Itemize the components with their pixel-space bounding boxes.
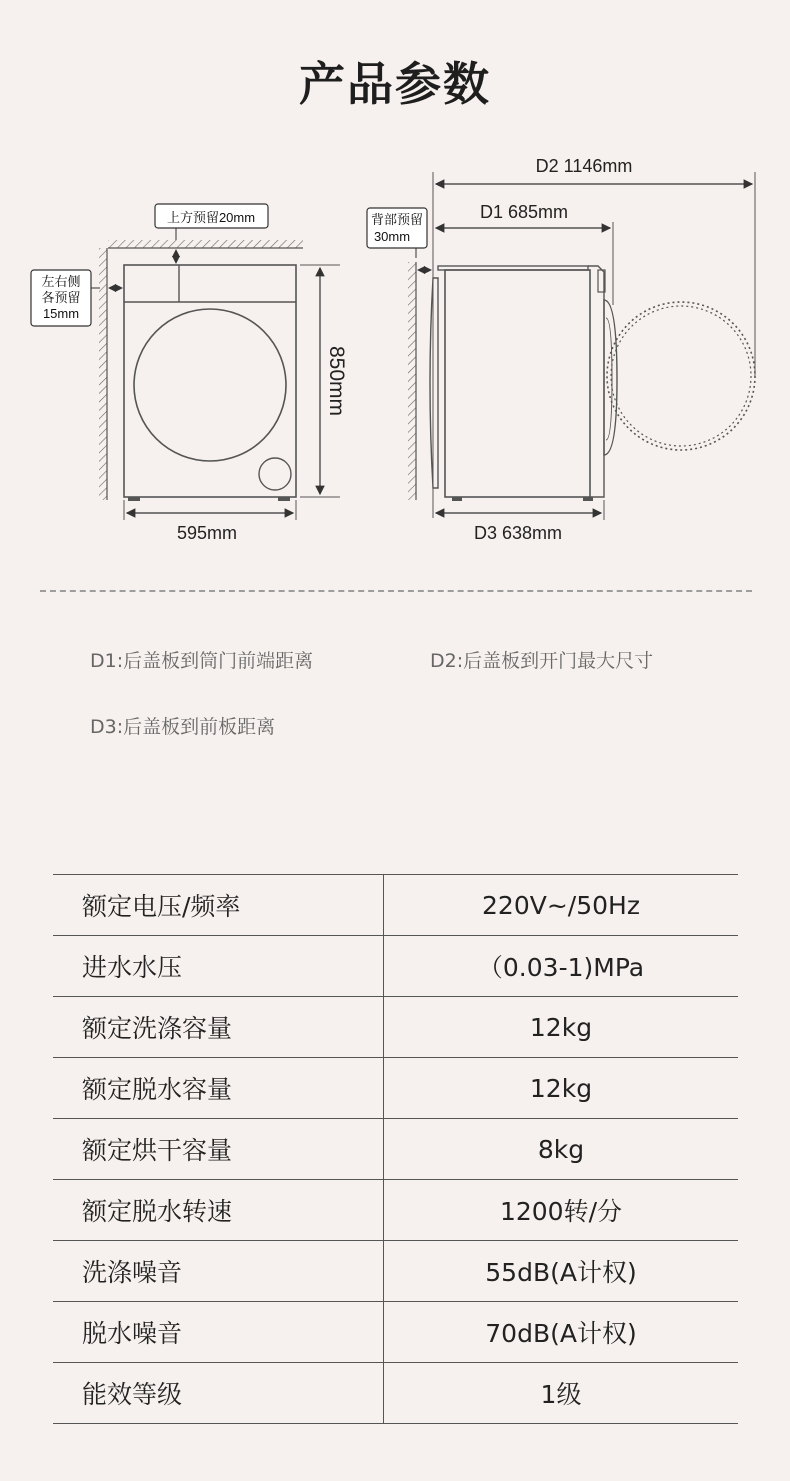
spec-value: 12kg (384, 1058, 739, 1119)
spec-value: 1200转/分 (384, 1180, 739, 1241)
spec-value: 12kg (384, 997, 739, 1058)
d2-label: D2 1146mm (535, 156, 633, 176)
page-title: 产品参数 (299, 57, 491, 111)
spec-value: 70dB(A计权) (384, 1302, 739, 1363)
spec-row (53, 1302, 738, 1363)
front-view (31, 204, 348, 543)
height-label: 850mm (325, 345, 348, 417)
d1-label: D1 685mm (479, 202, 569, 222)
spec-label: 额定脱水转速 (53, 1180, 384, 1241)
spec-row (53, 997, 738, 1058)
legend-d1: D1:后盖板到筒门前端距离 (90, 650, 314, 672)
dimension-diagram (0, 140, 790, 560)
spec-row (53, 1241, 738, 1302)
top-clearance-label: 上方预留20mm (166, 210, 256, 225)
spec-value: 55dB(A计权) (384, 1241, 739, 1302)
spec-label: 洗涤噪音 (53, 1241, 384, 1302)
legend-d3: D3:后盖板到前板距离 (90, 716, 276, 738)
spec-row (53, 936, 738, 997)
back-clearance-line-1: 背部预留 (370, 212, 424, 227)
side-clearance-line-3: 15mm (42, 306, 80, 321)
spec-row (53, 1119, 738, 1180)
spec-label: 额定洗涤容量 (53, 997, 384, 1058)
spec-label: 额定电压/频率 (53, 875, 384, 936)
spec-value: 1级 (384, 1363, 739, 1424)
spec-label: 额定脱水容量 (53, 1058, 384, 1119)
spec-label: 脱水噪音 (53, 1302, 384, 1363)
back-clearance-line-2: 30mm (373, 229, 411, 244)
spec-value: 8kg (384, 1119, 739, 1180)
spec-label: 额定烘干容量 (53, 1119, 384, 1180)
spec-row (53, 875, 738, 936)
spec-row (53, 1180, 738, 1241)
legend-d2: D2:后盖板到开门最大尺寸 (430, 650, 654, 672)
dashed-divider (40, 590, 752, 592)
spec-label: 进水水压 (53, 936, 384, 997)
side-clearance-line-1: 左右侧 (41, 274, 81, 289)
spec-value: （0.03-1)MPa (384, 936, 739, 997)
spec-value: 220V~/50Hz (384, 875, 739, 936)
width-label: 595mm (176, 523, 238, 543)
spec-row (53, 1058, 738, 1119)
spec-table (53, 874, 738, 1424)
side-view (367, 156, 755, 543)
spec-row (53, 1363, 738, 1424)
spec-label: 能效等级 (53, 1363, 384, 1424)
d3-label: D3 638mm (473, 523, 563, 543)
side-clearance-line-2: 各预留 (41, 290, 81, 305)
